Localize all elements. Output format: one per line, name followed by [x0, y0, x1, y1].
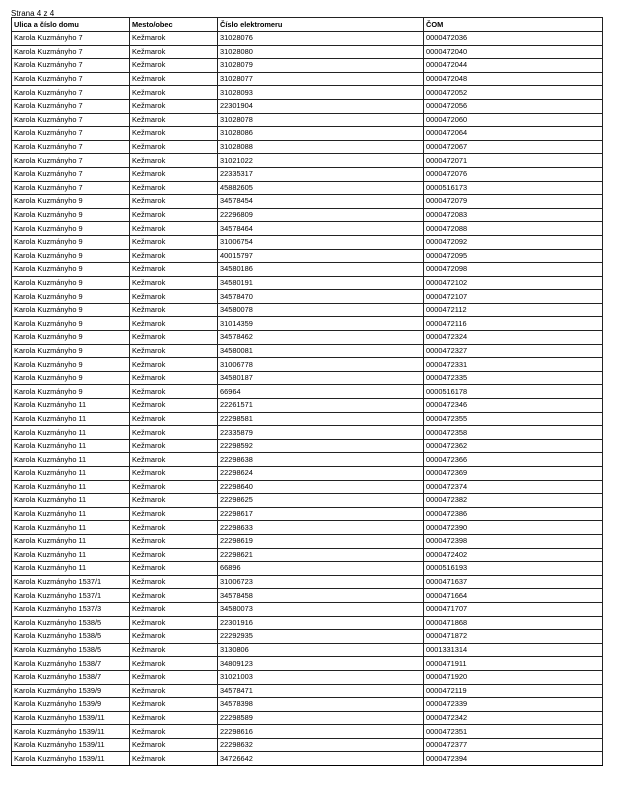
cell-street: Karola Kuzmányho 9: [12, 263, 130, 277]
cell-com: 0000472112: [424, 303, 603, 317]
table-row: [12, 72, 603, 86]
cell-com: 0000472331: [424, 358, 603, 372]
header-meter-number: Číslo elektromeru: [218, 18, 424, 32]
table-row: [12, 127, 603, 141]
table-row: [12, 263, 603, 277]
cell-street: Karola Kuzmányho 9: [12, 331, 130, 345]
cell-street: Karola Kuzmányho 9: [12, 344, 130, 358]
cell-street: Karola Kuzmányho 9: [12, 235, 130, 249]
cell-city: Kežmarok: [130, 45, 218, 59]
cell-meter-number: 31028076: [218, 32, 424, 46]
cell-com: 0000472092: [424, 235, 603, 249]
table-row: [12, 602, 603, 616]
cell-city: Kežmarok: [130, 167, 218, 181]
table-row: [12, 344, 603, 358]
cell-meter-number: 31006754: [218, 235, 424, 249]
cell-com: 0000472095: [424, 249, 603, 263]
cell-com: 0000472056: [424, 99, 603, 113]
cell-meter-number: 3130806: [218, 643, 424, 657]
cell-meter-number: 34726642: [218, 752, 424, 766]
cell-com: 0000472377: [424, 738, 603, 752]
cell-com: 0000472076: [424, 167, 603, 181]
cell-street: Karola Kuzmányho 7: [12, 45, 130, 59]
cell-meter-number: 34578471: [218, 684, 424, 698]
cell-meter-number: 31028080: [218, 45, 424, 59]
cell-city: Kežmarok: [130, 140, 218, 154]
cell-city: Kežmarok: [130, 534, 218, 548]
cell-com: 0000472044: [424, 59, 603, 73]
cell-meter-number: 22298589: [218, 711, 424, 725]
table-row: [12, 711, 603, 725]
cell-street: Karola Kuzmányho 9: [12, 317, 130, 331]
cell-com: 0001331314: [424, 643, 603, 657]
table-row: [12, 684, 603, 698]
cell-com: 0000471707: [424, 602, 603, 616]
cell-com: 0000516193: [424, 562, 603, 576]
cell-com: 0000472036: [424, 32, 603, 46]
header-com: ČOM: [424, 18, 603, 32]
cell-street: Karola Kuzmányho 7: [12, 181, 130, 195]
cell-meter-number: 31021022: [218, 154, 424, 168]
cell-city: Kežmarok: [130, 657, 218, 671]
cell-meter-number: 22298625: [218, 494, 424, 508]
cell-meter-number: 22298633: [218, 521, 424, 535]
table-row: [12, 195, 603, 209]
table-row: [12, 657, 603, 671]
cell-meter-number: 31028079: [218, 59, 424, 73]
cell-com: 0000472119: [424, 684, 603, 698]
cell-com: 0000471664: [424, 589, 603, 603]
cell-city: Kežmarok: [130, 698, 218, 712]
cell-street: Karola Kuzmányho 9: [12, 195, 130, 209]
cell-street: Karola Kuzmányho 11: [12, 439, 130, 453]
cell-meter-number: 40015797: [218, 249, 424, 263]
cell-com: 0000472067: [424, 140, 603, 154]
cell-meter-number: 22298621: [218, 548, 424, 562]
cell-com: 0000472351: [424, 725, 603, 739]
cell-street: Karola Kuzmányho 9: [12, 222, 130, 236]
cell-com: 0000472052: [424, 86, 603, 100]
cell-city: Kežmarok: [130, 670, 218, 684]
cell-city: Kežmarok: [130, 86, 218, 100]
cell-meter-number: 22301916: [218, 616, 424, 630]
cell-street: Karola Kuzmányho 11: [12, 467, 130, 481]
cell-city: Kežmarok: [130, 249, 218, 263]
cell-com: 0000471868: [424, 616, 603, 630]
cell-city: Kežmarok: [130, 684, 218, 698]
cell-com: 0000472327: [424, 344, 603, 358]
cell-street: Karola Kuzmányho 1538/5: [12, 616, 130, 630]
cell-meter-number: 34578398: [218, 698, 424, 712]
cell-street: Karola Kuzmányho 7: [12, 72, 130, 86]
cell-street: Karola Kuzmányho 9: [12, 249, 130, 263]
cell-city: Kežmarok: [130, 276, 218, 290]
table-row: [12, 698, 603, 712]
cell-city: Kežmarok: [130, 467, 218, 481]
table-row: [12, 99, 603, 113]
cell-com: 0000472386: [424, 507, 603, 521]
cell-com: 0000472355: [424, 412, 603, 426]
cell-city: Kežmarok: [130, 643, 218, 657]
cell-city: Kežmarok: [130, 344, 218, 358]
cell-com: 0000472048: [424, 72, 603, 86]
table-body: [12, 32, 603, 766]
cell-street: Karola Kuzmányho 1538/5: [12, 630, 130, 644]
cell-street: Karola Kuzmányho 1537/3: [12, 602, 130, 616]
table-row: [12, 154, 603, 168]
cell-com: 0000472402: [424, 548, 603, 562]
cell-street: Karola Kuzmányho 7: [12, 113, 130, 127]
table-row: [12, 670, 603, 684]
cell-com: 0000472107: [424, 290, 603, 304]
table-row: [12, 548, 603, 562]
cell-com: 0000472083: [424, 208, 603, 222]
cell-com: 0000471920: [424, 670, 603, 684]
table-row: [12, 412, 603, 426]
cell-street: Karola Kuzmányho 1539/11: [12, 711, 130, 725]
table-row: [12, 235, 603, 249]
table-row: [12, 385, 603, 399]
cell-meter-number: 34578454: [218, 195, 424, 209]
table-row: [12, 589, 603, 603]
cell-street: Karola Kuzmányho 7: [12, 99, 130, 113]
table-row: [12, 630, 603, 644]
cell-meter-number: 34809123: [218, 657, 424, 671]
table-row: [12, 480, 603, 494]
cell-city: Kežmarok: [130, 59, 218, 73]
cell-street: Karola Kuzmányho 7: [12, 140, 130, 154]
cell-com: 0000472088: [424, 222, 603, 236]
cell-meter-number: 34580073: [218, 602, 424, 616]
cell-street: Karola Kuzmányho 9: [12, 276, 130, 290]
cell-com: 0000516173: [424, 181, 603, 195]
cell-city: Kežmarok: [130, 303, 218, 317]
cell-city: Kežmarok: [130, 331, 218, 345]
header-row: [12, 18, 603, 32]
table-row: [12, 208, 603, 222]
cell-city: Kežmarok: [130, 412, 218, 426]
table-row: [12, 507, 603, 521]
cell-street: Karola Kuzmányho 11: [12, 480, 130, 494]
cell-meter-number: 31006723: [218, 575, 424, 589]
cell-com: 0000471911: [424, 657, 603, 671]
table-row: [12, 303, 603, 317]
cell-com: 0000472342: [424, 711, 603, 725]
table-row: [12, 276, 603, 290]
cell-city: Kežmarok: [130, 521, 218, 535]
cell-city: Kežmarok: [130, 222, 218, 236]
cell-com: 0000472346: [424, 399, 603, 413]
table-row: [12, 249, 603, 263]
table-header: [12, 18, 603, 32]
cell-city: Kežmarok: [130, 616, 218, 630]
cell-com: 0000472394: [424, 752, 603, 766]
cell-street: Karola Kuzmányho 9: [12, 385, 130, 399]
cell-meter-number: 31028088: [218, 140, 424, 154]
cell-street: Karola Kuzmányho 7: [12, 86, 130, 100]
cell-com: 0000472060: [424, 113, 603, 127]
table-row: [12, 317, 603, 331]
cell-com: 0000472071: [424, 154, 603, 168]
cell-com: 0000472116: [424, 317, 603, 331]
cell-street: Karola Kuzmányho 9: [12, 290, 130, 304]
cell-city: Kežmarok: [130, 317, 218, 331]
table-row: [12, 167, 603, 181]
table-row: [12, 725, 603, 739]
table-row: [12, 562, 603, 576]
cell-meter-number: 31006778: [218, 358, 424, 372]
table-row: [12, 181, 603, 195]
table-row: [12, 453, 603, 467]
cell-meter-number: 22298581: [218, 412, 424, 426]
cell-meter-number: 66964: [218, 385, 424, 399]
cell-com: 0000472390: [424, 521, 603, 535]
cell-city: Kežmarok: [130, 154, 218, 168]
cell-meter-number: 66896: [218, 562, 424, 576]
cell-com: 0000472324: [424, 331, 603, 345]
cell-city: Kežmarok: [130, 738, 218, 752]
table-row: [12, 738, 603, 752]
header-street: Ulica a číslo domu: [12, 18, 130, 32]
cell-street: Karola Kuzmányho 11: [12, 548, 130, 562]
cell-street: Karola Kuzmányho 11: [12, 412, 130, 426]
cell-street: Karola Kuzmányho 1539/11: [12, 725, 130, 739]
cell-meter-number: 22298619: [218, 534, 424, 548]
cell-city: Kežmarok: [130, 290, 218, 304]
cell-com: 0000472366: [424, 453, 603, 467]
cell-city: Kežmarok: [130, 711, 218, 725]
cell-com: 0000472369: [424, 467, 603, 481]
cell-city: Kežmarok: [130, 589, 218, 603]
cell-meter-number: 34578464: [218, 222, 424, 236]
cell-com: 0000471872: [424, 630, 603, 644]
cell-meter-number: 31028093: [218, 86, 424, 100]
cell-com: 0000516178: [424, 385, 603, 399]
cell-street: Karola Kuzmányho 9: [12, 208, 130, 222]
cell-meter-number: 45882605: [218, 181, 424, 195]
cell-street: Karola Kuzmányho 1538/7: [12, 657, 130, 671]
cell-meter-number: 34580191: [218, 276, 424, 290]
cell-city: Kežmarok: [130, 181, 218, 195]
cell-city: Kežmarok: [130, 385, 218, 399]
cell-meter-number: 34580081: [218, 344, 424, 358]
cell-com: 0000472398: [424, 534, 603, 548]
cell-city: Kežmarok: [130, 725, 218, 739]
table-row: [12, 59, 603, 73]
cell-com: 0000472079: [424, 195, 603, 209]
cell-city: Kežmarok: [130, 195, 218, 209]
cell-com: 0000472335: [424, 371, 603, 385]
cell-city: Kežmarok: [130, 562, 218, 576]
cell-street: Karola Kuzmányho 1539/9: [12, 698, 130, 712]
cell-meter-number: 22298616: [218, 725, 424, 739]
cell-meter-number: 31014359: [218, 317, 424, 331]
table-row: [12, 32, 603, 46]
cell-meter-number: 22298592: [218, 439, 424, 453]
cell-meter-number: 31028077: [218, 72, 424, 86]
cell-meter-number: 34578462: [218, 331, 424, 345]
cell-city: Kežmarok: [130, 72, 218, 86]
cell-city: Kežmarok: [130, 127, 218, 141]
cell-city: Kežmarok: [130, 263, 218, 277]
table-row: [12, 494, 603, 508]
cell-com: 0000472362: [424, 439, 603, 453]
table-row: [12, 86, 603, 100]
cell-street: Karola Kuzmányho 7: [12, 154, 130, 168]
cell-city: Kežmarok: [130, 548, 218, 562]
cell-com: 0000472064: [424, 127, 603, 141]
page-number-label: Strana 4 z 4: [11, 9, 55, 18]
table-row: [12, 534, 603, 548]
cell-city: Kežmarok: [130, 99, 218, 113]
table-row: [12, 358, 603, 372]
cell-street: Karola Kuzmányho 11: [12, 453, 130, 467]
table-row: [12, 426, 603, 440]
cell-street: Karola Kuzmányho 7: [12, 127, 130, 141]
cell-city: Kežmarok: [130, 439, 218, 453]
cell-city: Kežmarok: [130, 426, 218, 440]
table-row: [12, 371, 603, 385]
cell-street: Karola Kuzmányho 1539/9: [12, 684, 130, 698]
cell-meter-number: 22335317: [218, 167, 424, 181]
cell-street: Karola Kuzmányho 1537/1: [12, 589, 130, 603]
cell-meter-number: 31021003: [218, 670, 424, 684]
cell-street: Karola Kuzmányho 11: [12, 399, 130, 413]
cell-meter-number: 34578458: [218, 589, 424, 603]
cell-com: 0000471637: [424, 575, 603, 589]
cell-street: Karola Kuzmányho 1538/5: [12, 643, 130, 657]
cell-meter-number: 22298632: [218, 738, 424, 752]
cell-com: 0000472374: [424, 480, 603, 494]
cell-city: Kežmarok: [130, 235, 218, 249]
cell-city: Kežmarok: [130, 113, 218, 127]
cell-city: Kežmarok: [130, 630, 218, 644]
cell-com: 0000472040: [424, 45, 603, 59]
cell-street: Karola Kuzmányho 11: [12, 562, 130, 576]
cell-com: 0000472382: [424, 494, 603, 508]
table-row: [12, 222, 603, 236]
cell-street: Karola Kuzmányho 11: [12, 507, 130, 521]
cell-street: Karola Kuzmányho 11: [12, 521, 130, 535]
cell-street: Karola Kuzmányho 7: [12, 32, 130, 46]
cell-meter-number: 22335879: [218, 426, 424, 440]
cell-meter-number: 22296809: [218, 208, 424, 222]
cell-city: Kežmarok: [130, 494, 218, 508]
cell-city: Kežmarok: [130, 480, 218, 494]
cell-street: Karola Kuzmányho 11: [12, 494, 130, 508]
cell-city: Kežmarok: [130, 453, 218, 467]
cell-street: Karola Kuzmányho 11: [12, 426, 130, 440]
cell-street: Karola Kuzmányho 1539/11: [12, 752, 130, 766]
cell-city: Kežmarok: [130, 358, 218, 372]
cell-meter-number: 22261571: [218, 399, 424, 413]
cell-meter-number: 31028078: [218, 113, 424, 127]
cell-street: Karola Kuzmányho 9: [12, 371, 130, 385]
cell-meter-number: 22298617: [218, 507, 424, 521]
cell-city: Kežmarok: [130, 32, 218, 46]
table-row: [12, 113, 603, 127]
meter-table: [11, 17, 603, 766]
cell-meter-number: 22298624: [218, 467, 424, 481]
table-row: [12, 399, 603, 413]
cell-city: Kežmarok: [130, 602, 218, 616]
table-row: [12, 439, 603, 453]
header-city: Mesto/obec: [130, 18, 218, 32]
cell-city: Kežmarok: [130, 752, 218, 766]
cell-street: Karola Kuzmányho 9: [12, 303, 130, 317]
cell-meter-number: 31028086: [218, 127, 424, 141]
cell-street: Karola Kuzmányho 1538/7: [12, 670, 130, 684]
cell-com: 0000472339: [424, 698, 603, 712]
cell-com: 0000472358: [424, 426, 603, 440]
cell-street: Karola Kuzmányho 7: [12, 167, 130, 181]
cell-meter-number: 22292935: [218, 630, 424, 644]
table-row: [12, 643, 603, 657]
table-row: [12, 467, 603, 481]
cell-city: Kežmarok: [130, 371, 218, 385]
table-row: [12, 331, 603, 345]
cell-city: Kežmarok: [130, 507, 218, 521]
cell-city: Kežmarok: [130, 575, 218, 589]
cell-meter-number: 34580187: [218, 371, 424, 385]
cell-city: Kežmarok: [130, 399, 218, 413]
cell-meter-number: 22298640: [218, 480, 424, 494]
cell-street: Karola Kuzmányho 11: [12, 534, 130, 548]
table-row: [12, 290, 603, 304]
table-row: [12, 575, 603, 589]
cell-meter-number: 22301904: [218, 99, 424, 113]
cell-city: Kežmarok: [130, 208, 218, 222]
cell-street: Karola Kuzmányho 1537/1: [12, 575, 130, 589]
cell-street: Karola Kuzmányho 1539/11: [12, 738, 130, 752]
cell-meter-number: 34580186: [218, 263, 424, 277]
cell-com: 0000472102: [424, 276, 603, 290]
table-row: [12, 616, 603, 630]
cell-meter-number: 22298638: [218, 453, 424, 467]
cell-street: Karola Kuzmányho 7: [12, 59, 130, 73]
table-row: [12, 45, 603, 59]
cell-meter-number: 34578470: [218, 290, 424, 304]
cell-com: 0000472098: [424, 263, 603, 277]
table-row: [12, 752, 603, 766]
table-row: [12, 140, 603, 154]
cell-meter-number: 34580078: [218, 303, 424, 317]
cell-street: Karola Kuzmányho 9: [12, 358, 130, 372]
table-row: [12, 521, 603, 535]
